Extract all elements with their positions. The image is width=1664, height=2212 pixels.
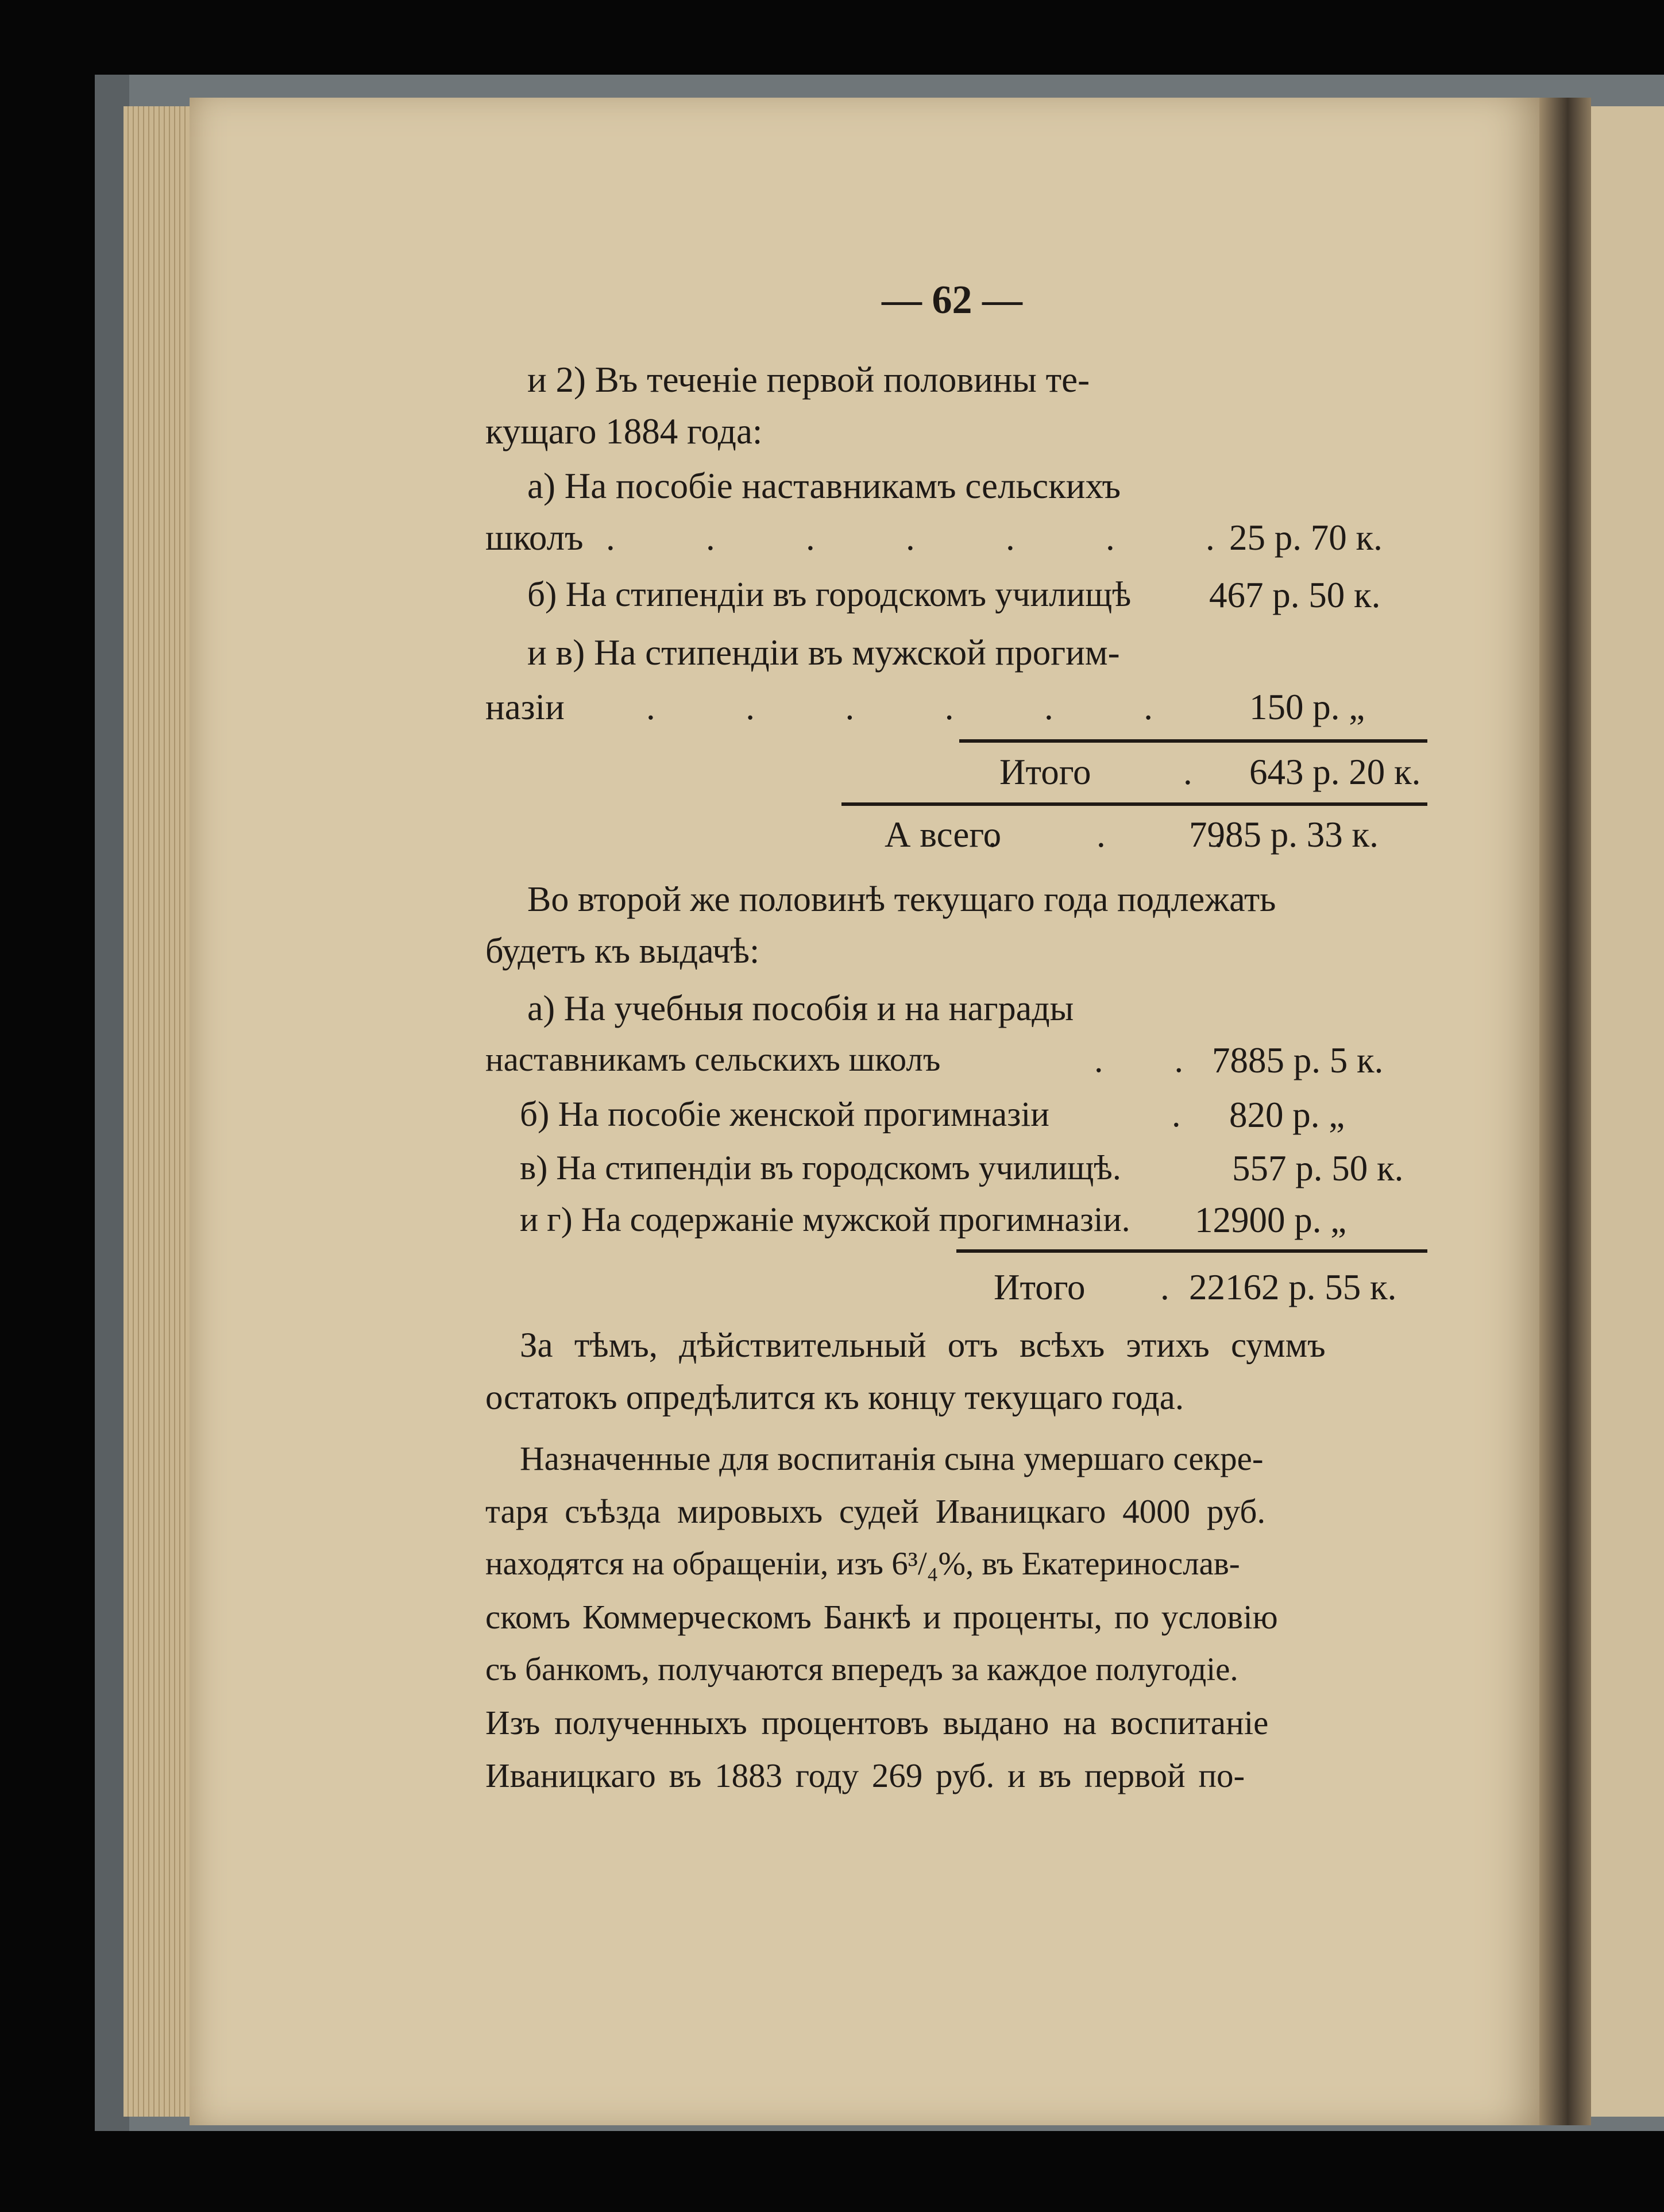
sum-rule	[956, 1249, 1427, 1253]
paragraph2-line: таря съѣзда мировыхъ судей Иваницкаго 4000 руб.	[485, 1492, 1266, 1530]
paragraph2-line: Назначенные для воспитанія сына умершаго секре-	[520, 1439, 1264, 1477]
section2-item-c-amount: 557 р. 50 к.	[1232, 1148, 1404, 1188]
book-gutter	[1539, 98, 1591, 2125]
leader-dots: . . . . . .	[646, 687, 1153, 727]
section2-item-d-amount: 12900 р. „	[1195, 1200, 1347, 1240]
section1-item-b: б) На стипендіи въ городскомъ училищѣ	[527, 576, 1132, 614]
section1-total-amount: 643 р. 20 к.	[1249, 752, 1421, 792]
section1-item-a-amount: 25 р. 70 к.	[1229, 518, 1383, 558]
section1-heading-line1: и 2) Въ теченіе первой половины те-	[527, 360, 1090, 400]
section2-intro-line1: Во второй же половинѣ текущаго года подлежать	[527, 880, 1276, 919]
section1-item-b-amount: 467 р. 50 к.	[1209, 575, 1381, 615]
paragraph1-line: остатокъ опредѣлится къ концу текущаго года.	[485, 1379, 1184, 1417]
paragraph2-line: находятся на обращеніи, изъ 6³/₄%, въ Екатеринослав-	[485, 1546, 1240, 1582]
sum-rule	[959, 739, 1427, 743]
paragraph2-line: скомъ Коммерческомъ Банкѣ и проценты, по условію	[485, 1598, 1278, 1636]
paragraph2-line: съ банкомъ, получаются впередъ за каждое полугодіе.	[485, 1651, 1238, 1688]
section1-item-a-line2: школъ	[485, 518, 584, 558]
section1-item-a-line1: а) На пособіе наставникамъ сельскихъ	[527, 466, 1121, 506]
section1-grand-total-label: А всего	[885, 814, 1002, 855]
section2-total-amount: 22162 р. 55 к.	[1189, 1267, 1397, 1307]
section2-total-label: Итого	[994, 1267, 1086, 1307]
leader-dots: . .	[1094, 1041, 1183, 1080]
section1-item-c-line1: и в) На стипендіи въ мужской прогим-	[527, 632, 1120, 673]
leader-dots: . . . . . . .	[606, 518, 1218, 558]
section2-intro-line2: будетъ къ выдачѣ:	[485, 932, 760, 971]
section2-item-a-line1: а) На учебныя пособія и на награды	[527, 989, 1074, 1028]
section2-item-d: и г) На содержаніе мужской прогимназіи.	[520, 1200, 1130, 1238]
leader-dots: .	[1160, 1267, 1169, 1307]
leader-dots: . . .	[988, 814, 1223, 855]
section1-heading-line2: кущаго 1884 года:	[485, 411, 763, 451]
section2-item-c: в) На стипендіи въ городскомъ училищѣ.	[520, 1149, 1121, 1187]
leader-dots: .	[1183, 752, 1192, 792]
section1-total-label: Итого	[999, 752, 1091, 792]
section1-grand-total-amount: 7985 р. 33 к.	[1189, 814, 1379, 855]
section2-item-a-line2: наставникамъ сельскихъ школъ	[485, 1040, 941, 1078]
paragraph2-line: Иваницкаго въ 1883 году 269 руб. и въ первой по-	[485, 1757, 1245, 1794]
section2-item-a-amount: 7885 р. 5 к.	[1212, 1040, 1384, 1080]
paragraph1-line: За тѣмъ, дѣйствительный отъ всѣхъ этихъ суммъ	[520, 1326, 1326, 1365]
section1-item-c-line2: назіи	[485, 687, 565, 727]
facing-page-edge	[1591, 106, 1664, 2117]
paragraph2-line: Изъ полученныхъ процентовъ выдано на воспитаніе	[485, 1704, 1269, 1742]
section1-item-c-amount: 150 р. „	[1249, 687, 1365, 727]
page-number: — 62 —	[882, 278, 1022, 322]
section2-item-b: б) На пособіе женской прогимназіи	[520, 1095, 1049, 1134]
section2-item-b-amount: 820 р. „	[1229, 1095, 1345, 1135]
leader-dots: .	[1172, 1095, 1181, 1134]
sum-rule	[841, 802, 1427, 806]
